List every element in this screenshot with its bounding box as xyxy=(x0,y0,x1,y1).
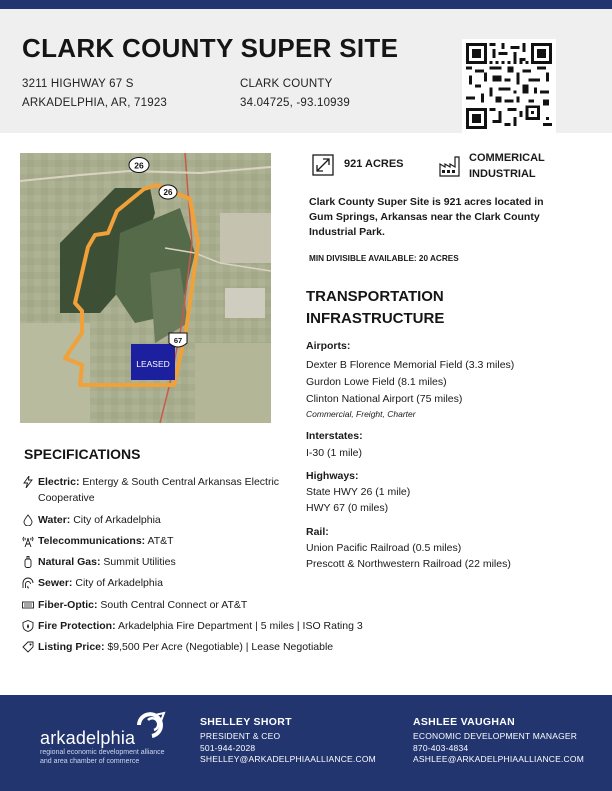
spec-value: AT&T xyxy=(147,535,174,547)
spec-value: South Central Connect or AT&T xyxy=(100,599,248,611)
shield-icon xyxy=(22,620,34,632)
highways-heading: Highways: xyxy=(306,470,359,482)
contact-1-title: PRESIDENT & CEO xyxy=(200,731,281,741)
gps-coordinates: 34.04725, -93.10939 xyxy=(240,97,350,109)
route-26-shield-secondary xyxy=(159,185,177,199)
rail-item: Prescott & Northwestern Railroad (22 miles) xyxy=(306,558,511,570)
map-field-patch xyxy=(220,213,271,263)
address-city: ARKADELPHIA, AR, 71923 xyxy=(22,97,168,109)
water-drop-icon xyxy=(22,514,34,526)
svg-text:67: 67 xyxy=(173,336,183,345)
page-title: CLARK COUNTY SUPER SITE xyxy=(22,33,399,63)
contact-2-email[interactable]: ASHLEE@ARKADELPHIAALLIANCE.COM xyxy=(413,754,584,764)
header xyxy=(0,9,612,133)
spec-electric xyxy=(22,474,302,508)
spec-value: Summit Utilities xyxy=(103,556,176,568)
spec-value: $9,500 Per Acre (Negotiable) | Lease Negotiable xyxy=(107,641,334,653)
site-stats xyxy=(309,151,599,185)
spec-value: City of Arkadelphia xyxy=(75,577,163,589)
site-description: Clark County Super Site is 921 acres located in Gum Springs, Arkansas near the Clark County Industrial Park. xyxy=(309,196,544,238)
rail-item: Union Pacific Railroad (0.5 miles) xyxy=(306,542,462,554)
expand-arrows-icon xyxy=(312,154,334,176)
contact-1-name: SHELLEY SHORT xyxy=(200,716,292,728)
logo-tagline: and area chamber of commerce xyxy=(40,758,140,765)
spec-value: City of Arkadelphia xyxy=(73,514,161,526)
address-street: 3211 HIGHWAY 67 S xyxy=(22,78,134,90)
fiber-icon xyxy=(22,599,34,611)
spec-label: Sewer: xyxy=(38,577,73,589)
logo-wordmark: arkadelphia xyxy=(40,728,136,748)
interstate-item: I-30 (1 mile) xyxy=(306,447,363,459)
sewer-icon xyxy=(22,577,34,589)
spec-label: Natural Gas: xyxy=(38,556,101,568)
route-26-shield xyxy=(129,158,149,173)
alliance-logo-mark xyxy=(134,711,170,741)
contact-1-email[interactable]: SHELLEY@ARKADELPHIAALLIANCE.COM xyxy=(200,754,376,764)
route-67-shield xyxy=(169,333,187,347)
spec-label: Listing Price: xyxy=(38,641,105,653)
airport-note: Commercial, Freight, Charter xyxy=(306,409,416,419)
rail-heading: Rail: xyxy=(306,526,329,538)
min-divisible: MIN DIVISIBLE AVAILABLE: 20 ACRES xyxy=(309,254,459,263)
county-name: CLARK COUNTY xyxy=(240,78,333,90)
price-tag-icon xyxy=(22,641,34,653)
highway-item: HWY 67 (0 miles) xyxy=(306,502,389,514)
leased-label: LEASED xyxy=(136,359,170,369)
lightning-icon xyxy=(22,476,34,488)
highway-item: State HWY 26 (1 mile) xyxy=(306,486,411,498)
antenna-icon xyxy=(22,535,34,547)
acreage-value: 921 ACRES xyxy=(344,158,404,170)
factory-icon xyxy=(439,155,461,177)
interstates-heading: Interstates: xyxy=(306,430,363,442)
spec-label: Water: xyxy=(38,514,71,526)
map-building-area xyxy=(225,288,265,318)
top-accent-bar xyxy=(0,0,612,9)
airport-item: Dexter B Florence Memorial Field (3.3 miles) xyxy=(306,359,515,371)
spec-label: Fire Protection: xyxy=(38,620,116,632)
land-use-line2: INDUSTRIAL xyxy=(469,168,536,180)
svg-text:26: 26 xyxy=(163,188,173,197)
contact-2-phone[interactable]: 870-403-4834 xyxy=(413,743,469,753)
footer xyxy=(0,695,612,791)
aerial-site-map[interactable] xyxy=(20,153,271,423)
qr-code[interactable] xyxy=(462,39,556,133)
spec-value: Arkadelphia Fire Department | 5 miles | ISO Rating 3 xyxy=(117,620,363,632)
logo-tagline: regional economic development alliance xyxy=(40,749,165,756)
contact-1-phone[interactable]: 501-944-2028 xyxy=(200,743,256,753)
spec-value: Entergy & South Central Arkansas Electric Cooperative xyxy=(38,476,280,504)
airport-item: Gurdon Lowe Field (8.1 miles) xyxy=(306,376,447,388)
airports-heading: Airports: xyxy=(306,340,351,352)
map-field-patch xyxy=(195,343,271,423)
land-use-line1: COMMERICAL xyxy=(469,152,545,164)
spec-label: Telecommunications: xyxy=(38,535,146,547)
contact-2-title: ECONOMIC DEVELOPMENT MANAGER xyxy=(413,731,578,741)
contact-2-name: ASHLEE VAUGHAN xyxy=(413,716,516,728)
transportation-heading: TRANSPORTATION INFRASTRUCTURE xyxy=(306,288,445,327)
svg-text:26: 26 xyxy=(134,160,144,171)
airport-item: Clinton National Airport (75 miles) xyxy=(306,393,463,405)
spec-label: Fiber-Optic: xyxy=(38,599,98,611)
specifications-heading: SPECIFICATIONS xyxy=(24,446,141,462)
gas-tank-icon xyxy=(22,556,34,568)
spec-label: Electric: xyxy=(38,476,80,488)
